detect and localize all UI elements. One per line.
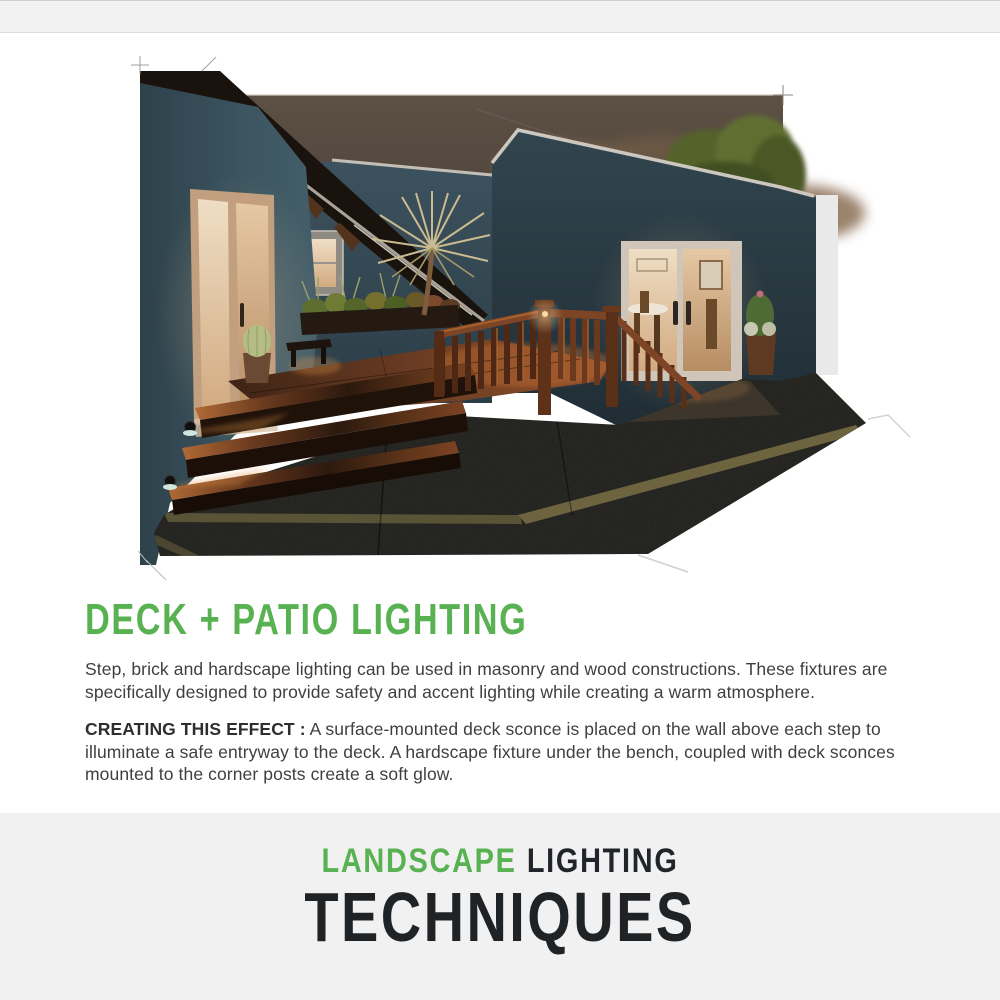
brand-line-1 — [75, 842, 925, 881]
top-gray-band — [0, 0, 1000, 33]
deck-patio-scene — [140, 63, 880, 580]
potted-cactus-right — [744, 291, 776, 376]
door-handle — [240, 303, 244, 327]
door-handle — [686, 301, 691, 325]
door-handle — [673, 301, 678, 325]
page-title: DECK + PATIO LIGHTING — [85, 595, 528, 644]
potted-cactus-left — [243, 325, 271, 383]
intro-paragraph: Step, brick and hardscape lighting can be used in masonry and wood constructions. These fixtures are specifically designed to provide safety and accent lighting while creating a warm atmosphere. — [85, 659, 888, 702]
brand-techniques: TECHNIQUES — [304, 878, 696, 956]
text-section — [85, 595, 925, 801]
post-sconce — [527, 298, 563, 334]
side-panel — [816, 195, 838, 375]
brand-landscape: LANDSCAPE — [321, 842, 517, 880]
creating-effect-label: CREATING THIS EFFECT : — [85, 719, 306, 739]
deck-patio-illustration — [140, 63, 880, 580]
creating-effect-paragraph — [85, 718, 925, 786]
creating-effect-text: A surface-mounted deck sconce is placed on the wall above each step to illuminate a safe entryway to the deck. A hardscape fixture under the bench, coupled with deck sconces mounted to the corner posts create a soft glow. — [85, 719, 895, 784]
footer-brand-band — [0, 813, 1000, 1000]
brand-lighting: LIGHTING — [526, 842, 679, 880]
